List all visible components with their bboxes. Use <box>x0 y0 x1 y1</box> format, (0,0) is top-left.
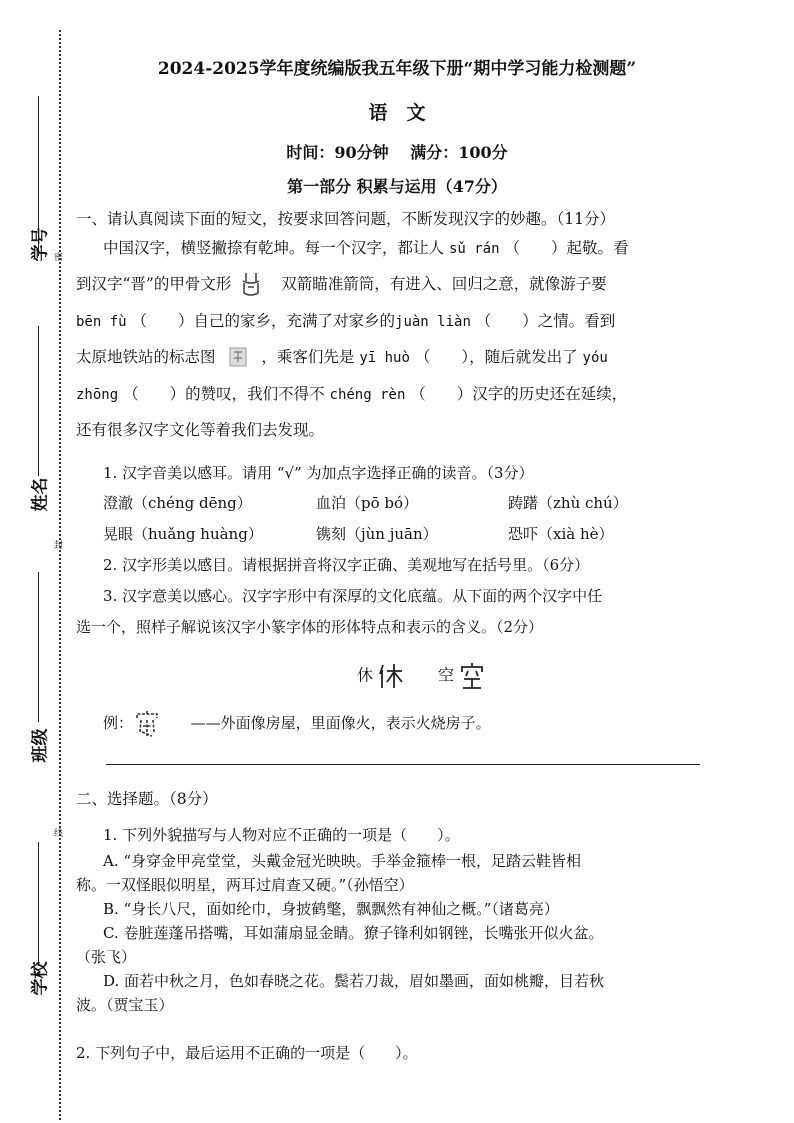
pinyin-su-ran: sǔ rán <box>448 241 500 257</box>
school-label: 学校 <box>30 961 51 996</box>
passage-line-3: bēn fù （ ）自己的家乡，充满了对家乡的juàn liàn （ ）之情。看到 <box>76 312 616 330</box>
char-kong-label: 空 <box>438 665 455 685</box>
pinyin-cheng-ren: chéng rèn <box>329 387 406 403</box>
q1-option-chengche[interactable]: 澄澈（chéng dēng） <box>103 494 252 512</box>
passage-line-4: 太原地铁站的标志图 ，乘客们先是 yī huò （ ），随后就发出了 yóu <box>76 348 608 366</box>
pinyin-you: yóu <box>582 350 608 366</box>
q1-option-juanke[interactable]: 镌刻（jùn juān） <box>316 525 438 543</box>
q1-prompt: 1. 汉字音美以感耳。请用 “√” 为加点字选择正确的读音。（3分） <box>103 464 534 482</box>
pinyin-juan-lian: juàn liàn <box>395 314 471 330</box>
s2-q1-option-a[interactable]: A. “身穿金甲亮堂堂，头戴金冠光映映。手举金箍棒一根，足踏云鞋皆相 <box>103 852 582 870</box>
seal-mark-mi: 密 <box>54 253 64 263</box>
section2-heading: 二、选择题。（8分） <box>76 790 218 808</box>
section1-heading: 一、请认真阅读下面的短文，按要求回答问题，不断发现汉字的妙趣。（11分） <box>76 210 615 228</box>
s2-q1-prompt: 1. 下列外貌描写与人物对应不正确的一项是（ ）。 <box>103 826 460 844</box>
student-number-label: 学号 <box>30 227 51 262</box>
name-label: 姓名 <box>30 477 51 512</box>
s2-q1-option-b[interactable]: B. “身长八尺，面如纶巾，身披鹤氅，飘飘然有神仙之概。”（诸葛亮） <box>103 900 559 918</box>
name-line <box>38 326 39 476</box>
q3-prompt-line1: 3. 汉字意美以感心。汉字字形中有深厚的文化底蕴。从下面的两个汉字中任 <box>103 587 603 605</box>
part-title: 第一部分 积累与运用（47分） <box>287 177 507 196</box>
q3-prompt-line2: 选一个，照样子解说该汉字小篆字体的形体特点和表示的含义。（2分） <box>76 618 544 636</box>
s2-q1-option-d[interactable]: D. 面若中秋之月，色如春晓之花。鬓若刀裁，眉如墨画，面如桃瓣，目若秋 <box>103 972 605 990</box>
class-label: 班级 <box>30 728 51 763</box>
exam-title: 2024-2025学年度统编版我五年级下册“期中学习能力检测题” <box>157 59 637 79</box>
q1-option-konghe[interactable]: 恐吓（xià hè） <box>508 525 614 543</box>
oracle-bone-jin-image <box>240 271 262 297</box>
passage-line-1: 中国汉字，横竖撇捺有乾坤。每一个汉字，都让人 sǔ rán （ ）起敬。看 <box>103 239 629 257</box>
passage-line-6: 还有很多汉字文化等着我们去发现。 <box>76 421 325 439</box>
s2-q2-prompt: 2. 下列句子中，最后运用不正确的一项是（ ）。 <box>76 1044 418 1062</box>
q1-option-huangyan[interactable]: 晃眼（huǎng huàng） <box>103 525 263 543</box>
metro-logo-image <box>228 346 248 368</box>
seal-script-xiu-image <box>378 662 404 690</box>
subject-title: 语 文 <box>368 102 426 124</box>
time-score: 时间：90分钟 满分：100分 <box>286 143 508 162</box>
passage-line-2: 到汉字“晋”的甲骨文形 双箭瞄准箭筒，有进入、回归之意，就像游子要 <box>76 272 607 294</box>
school-line <box>38 842 39 962</box>
seal-script-zai-image <box>134 710 160 738</box>
s2-q1-option-c-cont[interactable]: （张飞） <box>76 948 137 966</box>
pinyin-zhong: zhōng <box>76 387 119 403</box>
q1-option-xuepo[interactable]: 血泊（pō bó） <box>316 494 419 512</box>
example-line: 例： ——外面像房屋，里面像火，表示火烧房子。 <box>103 710 491 738</box>
s2-q1-option-a-cont[interactable]: 称。一双怪眼似明星，两耳过肩查又硬。”（孙悟空） <box>76 876 414 894</box>
pinyin-ben-fu: bēn fù <box>76 314 127 330</box>
seal-char-xiu[interactable] <box>357 662 404 690</box>
q1-option-chouchu[interactable]: 踌躇（zhù chú） <box>508 494 628 512</box>
seal-mark-xian: 线 <box>54 829 64 839</box>
answer-blank[interactable]: （ ）起敬。看 <box>499 239 629 257</box>
s2-q1-option-c[interactable]: C. 卷脏莲蓬吊搭嘴，耳如蒲扇显金睛。獠子锋利如钢锉，长嘴张开似火盆。 <box>103 924 604 942</box>
passage-line-5: zhōng （ ）的赞叹，我们不得不 chéng rèn （ ）汉字的历史还在延续， <box>76 385 628 403</box>
seal-char-kong[interactable] <box>438 662 485 690</box>
q2-prompt: 2. 汉字形美以感目。请根据拼音将汉字正确、美观地写在括号里。（6分） <box>103 556 590 574</box>
q3-answer-line[interactable] <box>106 764 700 765</box>
seal-mark-feng: 封 <box>54 541 64 551</box>
class-line <box>38 572 39 722</box>
seal-script-kong-image <box>459 662 485 690</box>
char-xiu-label: 休 <box>357 665 374 685</box>
s2-q1-option-d-cont[interactable]: 波。（贾宝玉） <box>76 996 174 1014</box>
pinyin-yi-huo: yī huò <box>359 350 410 366</box>
